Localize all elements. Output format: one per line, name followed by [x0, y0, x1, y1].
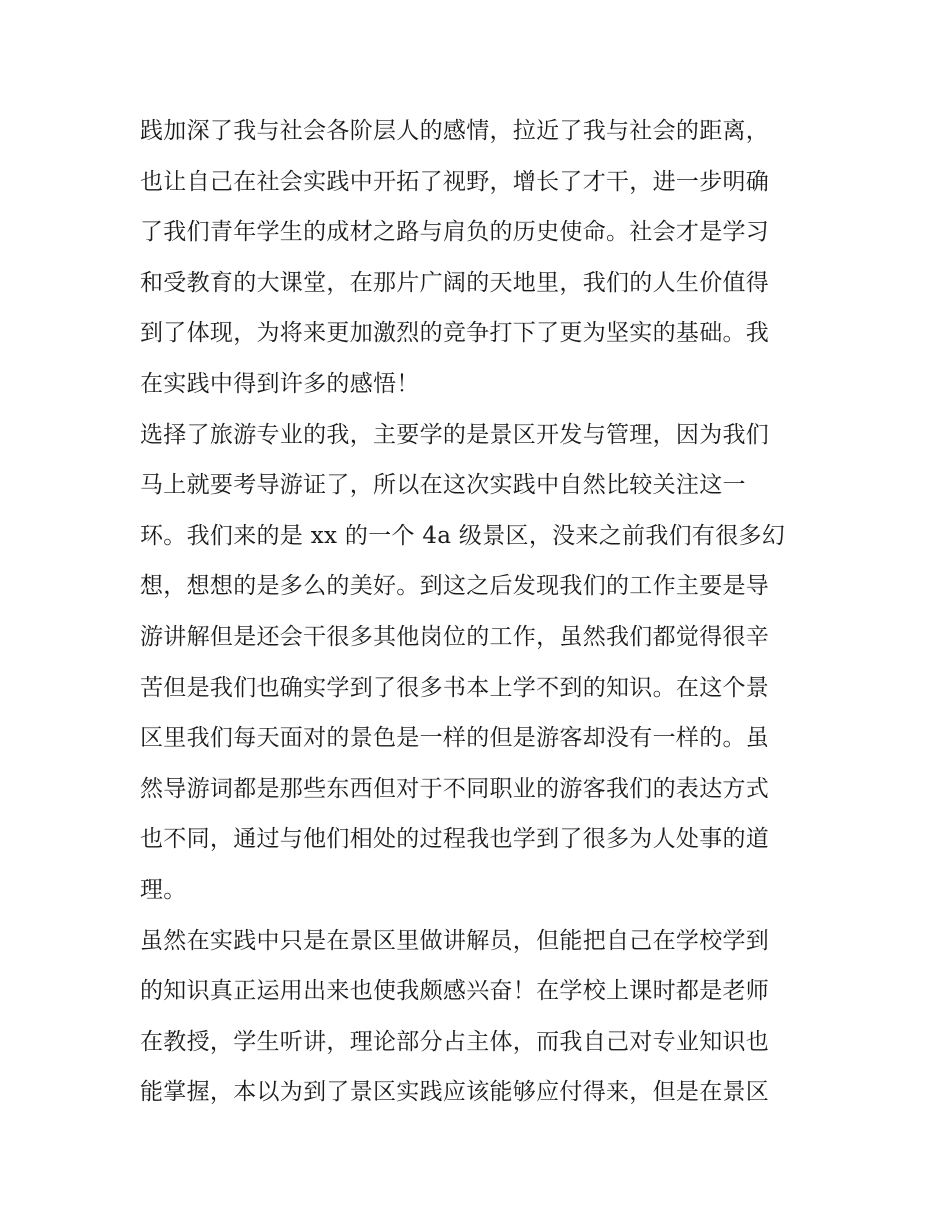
text-line: 想，想想的是多么的美好。到这之后发现我们的工作主要是导 [140, 573, 770, 600]
text-line: 选择了旅游专业的我，主要学的是景区开发与管理，因为我们 [140, 421, 770, 448]
text-line: 的知识真正运用出来也使我颇感兴奋！在学校上课时都是老师 [140, 978, 770, 1005]
text-line: 理。 [140, 876, 187, 903]
text-line: 到了体现，为将来更加激烈的竞争打下了更为坚实的基础。我 [140, 320, 770, 347]
text-line: 马上就要考导游证了，所以在这次实践中自然比较关注这一 [140, 472, 746, 499]
text-line: 游讲解但是还会干很多其他岗位的工作，虽然我们都觉得很辛 [140, 623, 770, 650]
text-line: 在教授，学生听讲，理论部分占主体，而我自己对专业知识也 [140, 1028, 770, 1055]
text-line: 能掌握，本以为到了景区实践应该能够应付得来，但是在景区 [140, 1079, 770, 1106]
text-line: 也让自己在社会实践中开拓了视野，增长了才干，进一步明确 [140, 168, 770, 195]
text-line: 在实践中得到许多的感悟！ [140, 370, 420, 397]
body-text [140, 106, 820, 1118]
text-line: 苦但是我们也确实学到了很多书本上学不到的知识。在这个景 [140, 674, 770, 701]
text-line: 和受教育的大课堂，在那片广阔的天地里，我们的人生价值得 [140, 269, 770, 296]
text-line: 了我们青年学生的成材之路与肩负的历史使命。社会才是学习 [140, 219, 770, 246]
text-line: 区里我们每天面对的景色是一样的但是游客却没有一样的。虽 [140, 725, 770, 752]
text-line: 也不同，通过与他们相处的过程我也学到了很多为人处事的道 [140, 826, 770, 853]
text-line: 虽然在实践中只是在景区里做讲解员，但能把自己在学校学到 [140, 927, 770, 954]
text-line: 践加深了我与社会各阶层人的感情，拉近了我与社会的距离， [140, 118, 770, 144]
text-line: 环。我们来的是 xx 的一个 4a 级景区，没来之前我们有很多幻 [140, 522, 786, 549]
text-line: 然导游词都是那些东西但对于不同职业的游客我们的表达方式 [140, 775, 770, 802]
